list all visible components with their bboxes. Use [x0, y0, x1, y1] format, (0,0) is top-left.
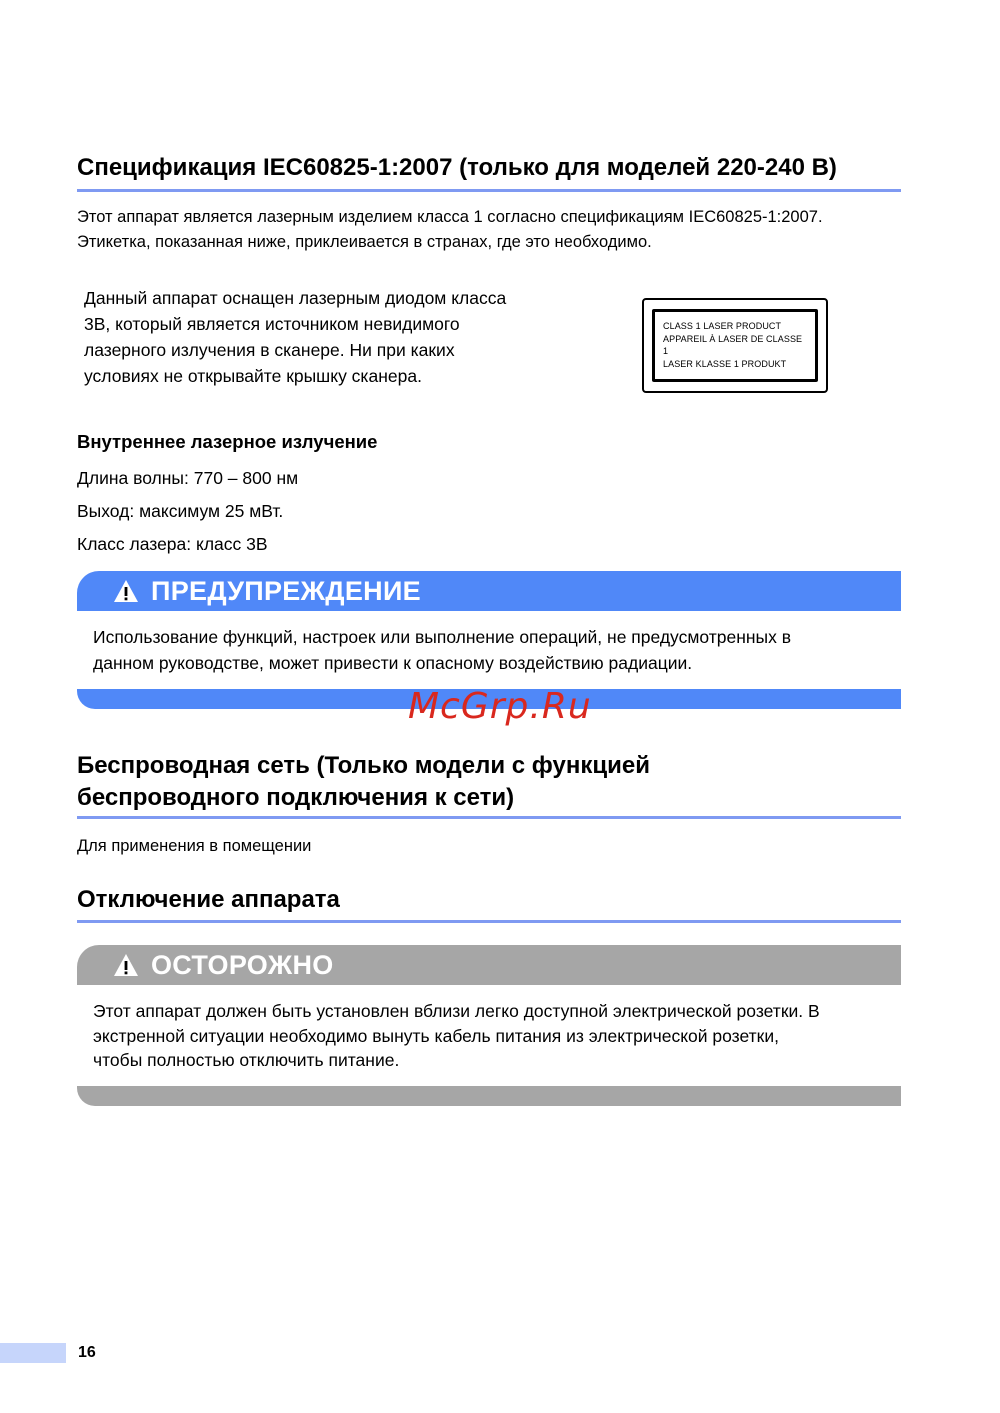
diode-line: лазерного излучения в сканере. Ни при каких: [84, 340, 455, 360]
section-rule: [77, 189, 901, 192]
wireless-text: Для применения в помещении: [77, 837, 312, 855]
diode-paragraph: [84, 285, 604, 389]
spec-output: Выход: максимум 25 мВт.: [77, 501, 284, 521]
spec-wavelength: Длина волны: 770 – 800 нм: [77, 468, 299, 488]
intro-line-2: Этикетка, показанная ниже, приклеивается в странах, где это необходимо.: [77, 233, 652, 251]
warning-triangle-icon: [113, 953, 139, 977]
page-number: 16: [78, 1344, 96, 1361]
caution-banner: [77, 945, 901, 985]
caution-text-line: чтобы полностью отключить питание.: [93, 1050, 400, 1070]
spec-class: Класс лазера: класс 3B: [77, 534, 268, 554]
section-title-laser-spec: Спецификация IEC60825-1:2007 (только для моделей 220-240 В): [77, 154, 837, 181]
section-rule: [77, 920, 901, 923]
label-line: APPAREIL À LASER DE CLASSE 1: [663, 333, 803, 356]
wireless-title-line-1: Беспроводная сеть (Только модели с функцией: [77, 752, 650, 779]
diode-line: 3B, который является источником невидимого: [84, 314, 460, 334]
label-line: CLASS 1 LASER PRODUCT: [663, 321, 782, 331]
intro-line-1: Этот аппарат является лазерным изделием класса 1 согласно спецификациям IEC60825-1:2007.: [77, 208, 823, 226]
section-title-disconnect: Отключение аппарата: [77, 886, 340, 913]
warning-title: ПРЕДУПРЕЖДЕНИЕ: [151, 575, 421, 606]
caution-bottom-bar: [77, 1086, 901, 1106]
wireless-title-line-2: беспроводного подключения к сети): [77, 784, 515, 811]
watermark: McGrp.Ru: [408, 686, 592, 727]
warning-banner: [77, 571, 901, 611]
caution-title: ОСТОРОЖНО: [151, 949, 334, 980]
caution-text-line: экстренной ситуации необходимо вынуть кабель питания из электрической розетки,: [93, 1026, 779, 1046]
warning-triangle-icon: [113, 579, 139, 603]
laser-class-label: [642, 298, 828, 393]
subheading-internal-laser: Внутреннее лазерное излучение: [77, 431, 378, 452]
section-rule: [77, 816, 901, 819]
section-title-wireless: [77, 750, 650, 814]
diode-line: условиях не открывайте крышку сканера.: [84, 366, 422, 386]
diode-line: Данный аппарат оснащен лазерным диодом класса: [84, 288, 507, 308]
laser-label-frame: [652, 309, 818, 382]
warning-text-line: Использование функций, настроек или выполнение операций, не предусмотренных в: [93, 627, 792, 647]
warning-text-line: данном руководстве, может привести к опасному воздействию радиации.: [93, 653, 693, 673]
page-tab: [0, 1343, 66, 1363]
caution-text-line: Этот аппарат должен быть установлен вблизи легко доступной электрической розетки. В: [93, 1001, 820, 1021]
label-line: LASER KLASSE 1 PRODUKT: [663, 358, 787, 369]
